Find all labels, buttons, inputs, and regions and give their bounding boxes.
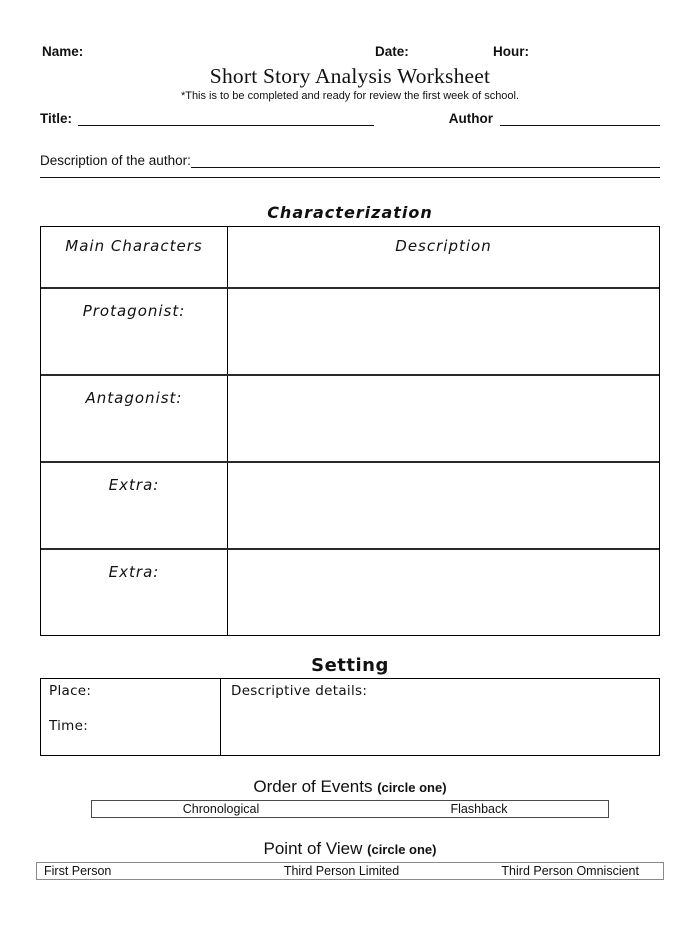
time-label: Time:: [49, 718, 89, 734]
order-of-events-title: Order of Events: [253, 777, 378, 796]
extra-2-description-cell[interactable]: [228, 550, 659, 635]
order-of-events-heading: [40, 777, 660, 797]
characterization-table: [40, 226, 660, 636]
option-third-person-limited[interactable]: Third Person Limited: [283, 864, 400, 878]
author-label: Author: [448, 111, 493, 126]
descriptive-details-label: Descriptive details:: [231, 683, 368, 699]
characterization-header-row: [41, 227, 659, 287]
option-chronological[interactable]: Chronological: [182, 802, 260, 816]
option-third-person-omniscient[interactable]: Third Person Omniscient: [501, 864, 639, 878]
hour-label: Hour:: [493, 44, 529, 59]
table-row: [41, 287, 659, 374]
author-description-row: [40, 151, 660, 168]
extra-2-label: Extra:: [41, 550, 228, 635]
protagonist-description-cell[interactable]: [228, 289, 659, 374]
protagonist-label: Protagonist:: [41, 289, 228, 374]
page-title: Short Story Analysis Worksheet: [209, 64, 491, 88]
author-description-input-line-2[interactable]: [40, 168, 660, 178]
page-subtitle: *This is to be completed and ready for review the first week of school.: [180, 90, 520, 102]
order-of-events-options-box: [91, 800, 609, 818]
setting-heading: Setting: [311, 655, 389, 676]
table-row: [41, 374, 659, 461]
title-author-row: [40, 109, 660, 126]
option-flashback[interactable]: Flashback: [450, 802, 508, 816]
antagonist-description-cell[interactable]: [228, 376, 659, 461]
table-row: [41, 461, 659, 548]
table-row: [41, 548, 659, 635]
point-of-view-options-box: [36, 862, 664, 880]
option-first-person[interactable]: First Person: [44, 864, 112, 878]
setting-table: [40, 678, 660, 756]
characterization-heading: Characterization: [267, 203, 433, 222]
extra-1-description-cell[interactable]: [228, 463, 659, 548]
setting-place-time-cell[interactable]: [41, 679, 221, 755]
extra-1-label: Extra:: [41, 463, 228, 548]
author-description-input-line[interactable]: [191, 167, 660, 168]
point-of-view-instruction: (circle one): [367, 842, 437, 857]
point-of-view-heading: [40, 839, 660, 859]
author-input-line[interactable]: [500, 125, 660, 126]
setting-details-cell[interactable]: [221, 679, 659, 755]
order-of-events-instruction: (circle one): [377, 780, 447, 795]
main-characters-column-header: Main Characters: [41, 227, 228, 287]
story-title-input-line[interactable]: [78, 125, 374, 126]
place-label: Place:: [49, 683, 92, 699]
point-of-view-title: Point of View: [263, 839, 368, 858]
name-label: Name:: [42, 44, 84, 59]
date-label: Date:: [375, 44, 409, 59]
author-description-label: Description of the author:: [40, 153, 191, 168]
antagonist-label: Antagonist:: [41, 376, 228, 461]
topline: [40, 44, 660, 59]
story-title-label: Title:: [40, 111, 73, 126]
description-column-header: Description: [395, 237, 492, 255]
